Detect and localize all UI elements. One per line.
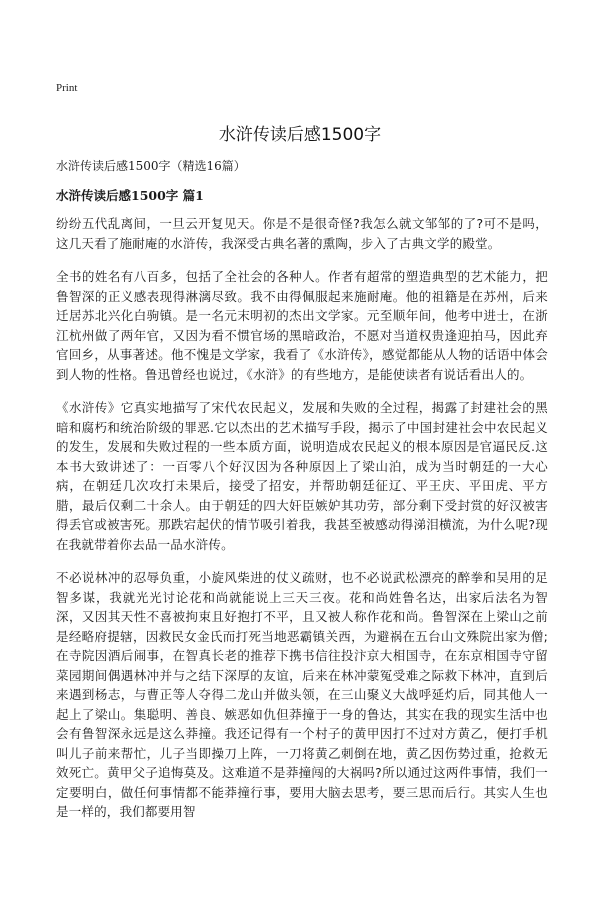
paragraph-2: 全书的姓名有八百多，包括了全社会的各种人。作者有超常的塑造典型的艺术能力，把鲁智深的正义感表现得淋漓尽致。我不由得佩服起来施耐庵。他的祖籍是在苏州，后来迁居苏北兴化白驹镇。是一名元末明初的杰出文学家。元至顺年间，他考中进士，在浙江杭州做了两年官，又因为看不惯官场的黑暗政治，不愿对当道权贵逢迎拍马，因此弃官回乡，从事著述。他不愧是文学家，我看了《水浒传》，感觉都能从人物的话语中体会到人物的性格。鲁迅曾经也说过，《水浒》的有些地方，是能使读者有说话看出人的。 <box>56 269 548 382</box>
document-subtitle: 水浒传读后感1500字（精选16篇） <box>56 159 246 173</box>
print-label: Print <box>56 82 78 94</box>
paragraph-3: 《水浒传》它真实地描写了宋代农民起义，发展和失败的全过程，揭露了封建社会的黑暗和腐朽和统治阶级的罪恶.它以杰出的艺术描写手段，揭示了中国封建社会中农民起义的发生，发展和失败过程的一些本质方面，说明造成农民起义的根本原因是官逼民反.这本书大致讲述了：一百零八个好汉因为各种原因上了梁山泊，成为当时朝廷的一大心病，在朝廷几次攻打未果后，接受了招安，并帮助朝廷征辽、平王庆、平田虎、平方腊，最后仅剩二十余人。由于朝廷的四大奸臣嫉妒其功劳，部分剩下受封赏的好汉被害得丢官或被害死。那跌宕起伏的情节吸引着我，我甚至被感动得涕泪横流，为什么呢?现在我就带着你去品一品水浒传。 <box>56 400 548 552</box>
paragraph-1: 纷纷五代乱离间，一旦云开复见天。你是不是很奇怪?我怎么就文邹邹的了?可不是吗，这几天看了施耐庵的水浒传，我深受古典名著的熏陶，步入了古典文学的殿堂。 <box>56 216 548 251</box>
paragraph-4: 不必说林冲的忍辱负重，小旋风柴进的仗义疏财，也不必说武松漂亮的醉拳和吴用的足智多谋，我就光光讨论花和尚就能说上三天三夜。花和尚姓鲁名达，出家后法名为智深，又因其天性不喜被拘束且好抱打不平，且又被人称作花和尚。鲁智深在上梁山之前是经略府提辖，因救民女金氏而打死当地恶霸镇关西，为避祸在五台山文殊院出家为僧;在寺院因酒后闹事，在智真长老的推荐下携书信往投汴京大相国寺，在东京相国寺守留菜园期间偶遇林冲并与之结下深厚的友谊，后来在林冲蒙冤受难之际救下林冲，直到后来遇到杨志，与曹正等人夺得二龙山并做头领，在三山聚义大战呼延灼后，同其他人一起上了梁山。集聪明、善良、嫉恶如仇但莽撞于一身的鲁达，其实在我的现实生活中也会有鲁智深永远是这么莽撞。我还记得有一个村子的黄甲因打不过对方黄乙，便打手机叫儿子前来帮忙，儿子当即操刀上阵，一刀将黄乙刺倒在地，黄乙因伤势过重，抢救无效死亡。黄甲父子追悔莫及。这难道不是莽撞闯的大祸吗?所以通过这两件事情，我们一定要明白，做任何事情都不能莽撞行事，要用大脑去思考，要三思而后行。其实人生也是一样的，我们都要用智 <box>56 570 548 819</box>
section-heading: 水浒传读后感1500字 篇1 <box>56 188 204 203</box>
article-body <box>56 214 548 836</box>
page-title: 水浒传读后感1500字 <box>218 125 382 145</box>
